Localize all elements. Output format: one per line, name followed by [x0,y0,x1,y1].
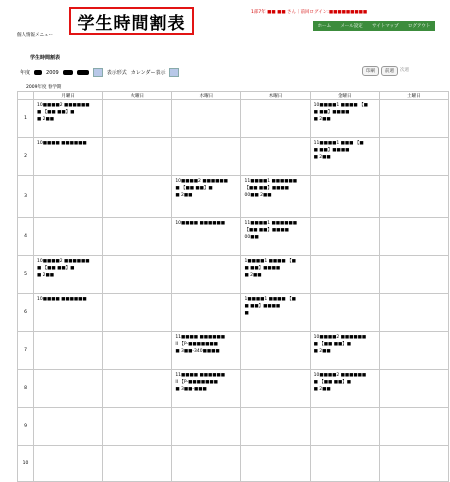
day-header-fri: 金曜日 [310,92,379,100]
course-line: ■ ■■】■■■■ [244,304,281,309]
course-line: ■ 2■■ [244,273,262,278]
display-format-label: 表示形式 [106,70,127,76]
timetable-cell [34,332,103,370]
timetable-cell [103,408,172,446]
display-format-select[interactable]: カレンダー表示 [130,70,166,76]
term-select-redacted[interactable] [63,70,73,75]
timetable-cell [172,256,241,294]
period-number: 5 [18,256,34,294]
course-line: 1■■■■1 ■■■■ 【■ [244,259,296,264]
course-entry[interactable] [175,220,237,227]
course-line: ■ 2■■ [175,193,193,198]
global-nav [313,21,435,31]
course-line: ■ 【■■ ■■】■ [37,110,75,115]
course-entry[interactable] [37,102,99,123]
course-entry[interactable] [37,140,99,147]
course-line: 10■■■■2 ■■■■■■ [37,103,90,108]
timetable-cell [241,370,310,408]
print-button[interactable]: 印刷 [362,66,379,76]
select-dropdown-icon[interactable] [93,68,103,77]
period-number: 2 [18,138,34,176]
timetable-cell [241,138,310,176]
timetable-cell [172,100,241,138]
timetable-cell [241,256,310,294]
timetable-row [18,408,449,446]
course-line: 11■■■■ ■■■■■■ [175,373,225,378]
timetable-cell [103,100,172,138]
nav-logout-link[interactable]: ログアウト [407,24,431,29]
day-header-mon: 月曜日 [34,92,103,100]
timetable-cell [103,138,172,176]
course-line: ■ 2■■ [313,117,331,122]
course-line: ■ 【■■ ■■】■ [313,342,351,347]
course-line: 11■■■■1 ■■■■■■ [244,179,298,184]
year-select[interactable]: 2009 [46,69,59,76]
course-line: 00■■ 2■■ [244,193,272,198]
year-label: 年度 [20,70,31,76]
timetable-cell [379,176,448,218]
next-week-button[interactable]: 次週 [400,68,409,73]
timetable-cell [310,100,379,138]
course-line: 【■■ ■■】■■■■ [244,186,289,191]
course-line: ■ ■■】■■■■ [313,110,350,115]
timetable-cell [379,294,448,332]
course-line: 11■■■■1 ■■■■■■ [244,221,298,226]
timetable-cell [241,176,310,218]
course-line: 11■■■■ ■■■■■■ [175,335,225,340]
timetable-cell [34,138,103,176]
timetable-cell [241,294,310,332]
course-line: ■ 2■■ [313,155,331,160]
timetable-cell [103,176,172,218]
timetable-cell [172,370,241,408]
timetable-row [18,370,449,408]
day-header-wed: 水曜日 [172,92,241,100]
timetable-cell [379,100,448,138]
timetable-cell [34,294,103,332]
course-line: 10■■■■ ■■■■■■ [175,221,225,226]
course-line: II 【P-■■■■■■■ [175,342,218,347]
timetable-cell [172,408,241,446]
year-label-redacted [34,70,42,75]
timetable-cell [310,176,379,218]
timetable-cell [172,176,241,218]
course-line: ■ 【■■ ■■】■ [313,380,351,385]
timetable-cell [310,294,379,332]
timetable-cell [34,176,103,218]
course-entry[interactable] [244,296,306,317]
login-status-line: 1部7年 ■■ ■■ さん｜前回ログイン:■■■■■■■■■ [251,10,368,15]
timetable-cell [379,408,448,446]
course-line: 10■■■■2 ■■■■■■ [175,179,228,184]
display-dropdown-icon[interactable] [169,68,179,77]
page-header-title: 学生時間割表 [69,7,194,35]
nav-sitemap-link[interactable]: サイトマップ [372,24,399,29]
course-line: 10■■■■2 ■■■■■■ [37,259,90,264]
timetable-cell [379,138,448,176]
course-line: ■ [244,311,249,316]
timetable-cell [172,138,241,176]
timetable-cell [241,218,310,256]
course-entry[interactable] [37,296,99,303]
period-number: 8 [18,370,34,408]
timetable-cell [103,218,172,256]
period-header [18,92,34,100]
timetable-cell [379,332,448,370]
timetable-row [18,138,449,176]
timetable-cell [34,408,103,446]
course-line: 【■■ ■■】■■■■ [244,228,289,233]
timetable-cell [103,294,172,332]
course-line: ■ 2■■ [37,117,55,122]
timetable-cell [172,218,241,256]
timetable-cell [379,218,448,256]
course-line: 11■■■■1 ■■■ 【■ [313,141,364,146]
period-number: 3 [18,176,34,218]
timetable-header-row [18,92,449,100]
course-line: ■ ■■】■■■■ [244,266,281,271]
course-entry[interactable] [244,258,306,279]
timetable-cell [310,370,379,408]
nav-home-link[interactable]: ホーム [317,24,332,29]
course-entry[interactable] [175,372,237,393]
timetable-cell [379,370,448,408]
course-line: 1■■■■1 ■■■■ 【■ [244,297,296,302]
course-line: ■ 2■■ [37,273,55,278]
course-line: 10■■■■ ■■■■■■ [37,297,87,302]
timetable-cell [241,408,310,446]
timetable-cell [241,100,310,138]
timetable-cell [34,256,103,294]
timetable-heading: 学生時間割表 [30,55,61,61]
timetable-cell [172,294,241,332]
course-entry[interactable] [314,334,376,355]
timetable-cell [34,100,103,138]
timetable-row [18,256,449,294]
course-line: ■ ■■】■■■■ [313,148,350,153]
day-header-thu: 木曜日 [241,92,310,100]
course-line: ■ 3■■-■■■ [175,387,207,392]
course-entry[interactable] [175,178,237,199]
course-entry[interactable] [314,102,376,123]
week-nav-buttons [362,66,409,76]
term-label: 2009年度 春学期 [26,85,62,90]
timetable-row [18,294,449,332]
course-entry[interactable] [314,372,376,393]
period-number: 7 [18,332,34,370]
course-line: 00■■ [244,235,259,240]
period-number: 10 [18,446,34,482]
course-entry[interactable] [37,258,99,279]
timetable-cell [379,256,448,294]
period-number: 4 [18,218,34,256]
timetable-cell [241,332,310,370]
course-line: ■ 【■■ ■■】■ [175,186,213,191]
course-line: 10■■■■ ■■■■■■ [37,141,87,146]
timetable-cell [310,408,379,446]
period-number: 1 [18,100,34,138]
course-entry[interactable] [244,220,306,241]
course-line: ■ 2■■ [313,387,331,392]
timetable-cell [310,218,379,256]
filter-row [20,68,179,77]
timetable-cell [172,332,241,370]
timetable-body [18,100,449,482]
course-line: 10■■■■2 ■■■■■■ [313,373,367,378]
timetable-cell [34,218,103,256]
course-line: 10■■■■2 ■■■■■■ [313,335,367,340]
week-select-redacted[interactable] [77,70,89,75]
timetable-row [18,218,449,256]
course-line: ■ 【■■ ■■】■ [37,266,75,271]
personal-info-menu[interactable]: 個人情報メニュー [17,33,53,38]
prev-week-button[interactable]: 前週 [381,66,398,76]
course-entry[interactable] [244,178,306,199]
timetable-cell [310,256,379,294]
timetable-cell [34,370,103,408]
day-header-tue: 火曜日 [103,92,172,100]
timetable-cell [103,332,172,370]
period-number: 9 [18,408,34,446]
timetable [17,91,449,482]
course-line: 10■■■■1 ■■■■ 【■ [313,103,368,108]
course-line: ■ 3■■-340■■■■ [175,349,220,354]
course-entry[interactable] [175,334,237,355]
period-number: 6 [18,294,34,332]
course-entry[interactable] [314,140,376,161]
timetable-row [18,100,449,138]
timetable-row [18,332,449,370]
day-header-sat: 土曜日 [379,92,448,100]
timetable-row [18,176,449,218]
timetable-cell [103,370,172,408]
timetable-cell [310,138,379,176]
timetable-cell [103,256,172,294]
course-line: ■ 2■■ [313,349,331,354]
timetable-cell [310,332,379,370]
nav-mail-settings-link[interactable]: メール設定 [340,24,363,29]
course-line: II 【P-■■■■■■■ [175,380,218,385]
